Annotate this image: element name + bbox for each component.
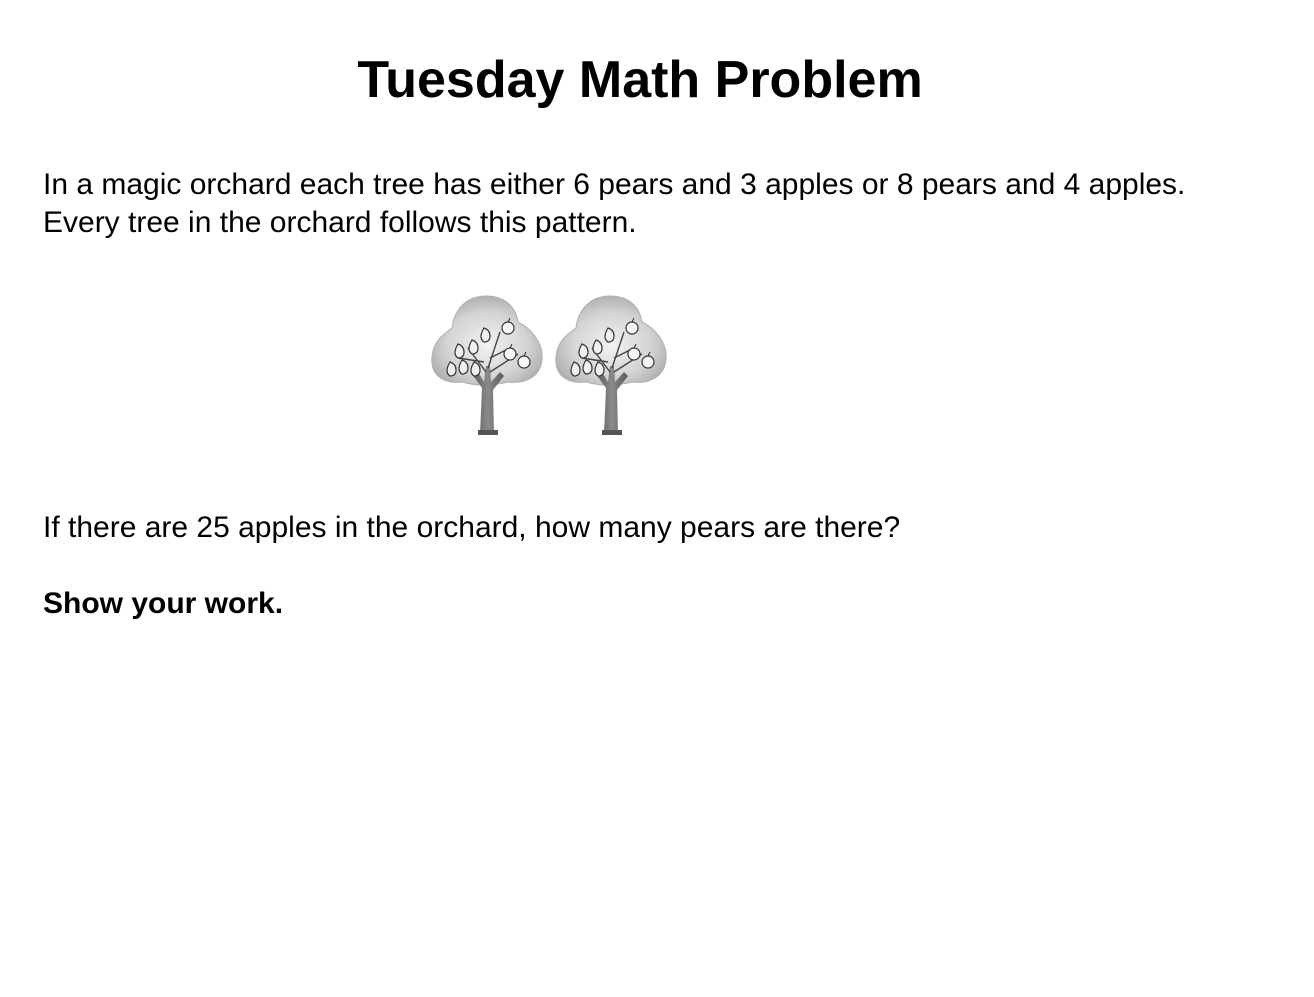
tree-icon [432, 296, 542, 435]
orchard-illustration [428, 292, 672, 438]
page-title: Tuesday Math Problem [357, 51, 923, 109]
tree-icon [556, 296, 666, 435]
problem-intro: In a magic orchard each tree has either 6 pears and 3 apples or 8 pears and 4 apples. Every tree in the orchard follows this pattern. [43, 168, 1186, 239]
show-work-instruction: Show your work. [43, 587, 284, 620]
problem-question: If there are 25 apples in the orchard, how many pears are there? [43, 511, 901, 544]
